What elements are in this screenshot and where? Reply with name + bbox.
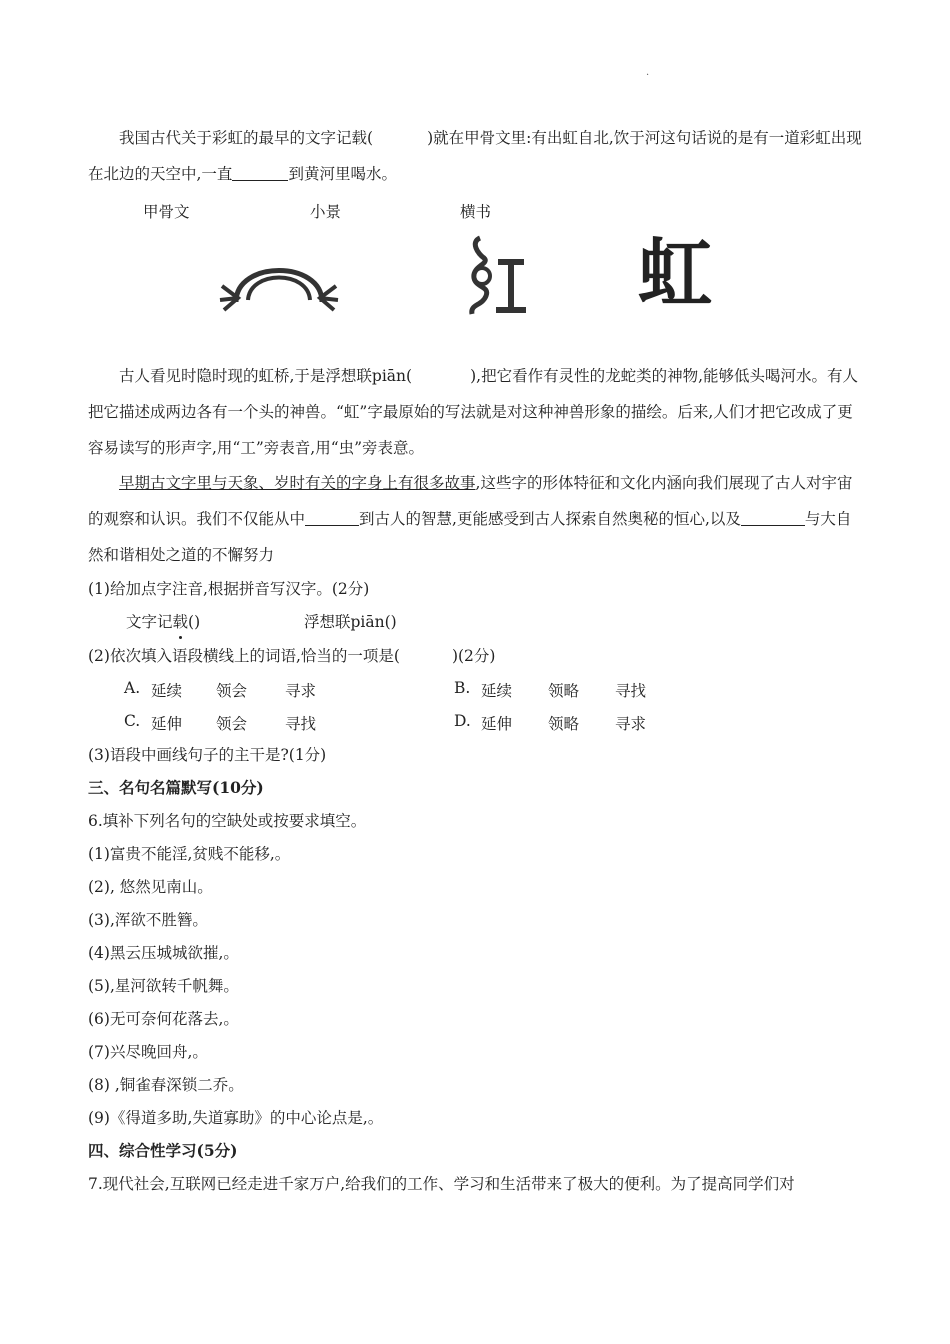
q6-item: (7)兴尽晚回舟,。 (88, 1043, 208, 1061)
paragraph-2: 古人看见时隐时现的虹桥,于是浮想联piān( ),把它看作有灵性的龙蛇类的神物,能够低头喝河水。有人把它描述成两边各有一个头的神兽。“虹”字最原始的写法就是对这种神兽形象的描绘。后来,人们才把它改成了更容易读写的形声字,用“工”旁表音,用“虫”旁表意。 (88, 367, 858, 457)
answer-blank[interactable] (305, 511, 359, 526)
option-c-word3: 寻找 (285, 715, 317, 733)
option-b-word2: 领略 (548, 682, 580, 700)
option-a-word3: 寻求 (285, 682, 317, 700)
option-d-word3: 寻求 (615, 715, 647, 733)
option-b-label[interactable]: B. (454, 679, 471, 697)
caption-hengshu: 横书 (460, 203, 492, 221)
q1-item-a: 文字记载() (126, 613, 201, 631)
option-c-word1: 延伸 (151, 715, 183, 733)
q6-item: (1)富贵不能淫,贫贱不能移,。 (88, 845, 291, 863)
dotted-char: 载 (172, 613, 189, 631)
q6-item: (6)无可奈何花落去,。 (88, 1010, 239, 1028)
section-4-title: 四、综合性学习(5分) (88, 1141, 238, 1160)
section-3-title: 三、名句名篇默写(10分) (88, 778, 264, 797)
answer-blank[interactable] (232, 166, 288, 181)
underlined-sentence: 早期古文字里与天象、岁时有关的字身上有很多故事 (119, 474, 476, 492)
option-c-label[interactable]: C. (124, 712, 141, 730)
option-d-word1: 延伸 (481, 715, 513, 733)
q6-stem: 6.填补下列名句的空缺处或按要求填空。 (88, 812, 367, 830)
q6-item: (9)《得道多助,失道寡助》的中心论点是,。 (88, 1109, 384, 1127)
option-a-label[interactable]: A. (124, 679, 141, 697)
q6-item: (2), 悠然见南山。 (88, 878, 213, 896)
q6-item: (5),星河欲转千帆舞。 (88, 977, 239, 995)
q7-stem: 7.现代社会,互联网已经走进千家万户,给我们的工作、学习和生活带来了极大的便利。为了提高同学们对 (88, 1175, 795, 1193)
q6-item: (4)黑云压城城欲摧,。 (88, 944, 239, 962)
caption-xiaojing: 小景 (310, 203, 342, 221)
option-a-word1: 延续 (151, 682, 183, 700)
answer-blank[interactable] (741, 511, 805, 526)
option-d-label[interactable]: D. (454, 712, 471, 730)
option-d-word2: 领略 (548, 715, 580, 733)
q6-item: (8) ,铜雀春深锁二乔。 (88, 1076, 244, 1094)
q1-item-b: 浮想联piān() (304, 613, 397, 631)
option-b-word3: 寻找 (615, 682, 647, 700)
regular-hong-glyph: 虹 (638, 231, 712, 317)
caption-oracle: 甲骨文 (143, 203, 190, 221)
paragraph-1: 我国古代关于彩虹的最早的文字记载( )就在甲骨文里:有出虹自北,饮于河这句话说的是有一道彩虹出现在北边的天空中,一直 到黄河里喝水。 (88, 129, 862, 183)
q6-item: (3),浑欲不胜簪。 (88, 911, 208, 929)
seal-hong-glyph (460, 232, 530, 320)
q1-stem: (1)给加点字注音,根据拼音写汉字。(2分) (88, 580, 370, 598)
decorative-dot: · (646, 70, 650, 81)
oracle-rainbow-glyph (216, 240, 342, 316)
paragraph-3: 早期古文字里与天象、岁时有关的字身上有很多故事,这些字的形体特征和文化内涵向我们展现了古人对宇宙的观察和认识。我们不仅能从中 到古人的智慧,更能感受到古人探索自然奥秘的恒心,以及 与大自然和谐相处之道的不懈努力 (88, 474, 853, 564)
option-a-word2: 领会 (216, 682, 248, 700)
q3-stem: (3)语段中画线句子的主干是?(1分) (88, 746, 327, 764)
option-b-word1: 延续 (481, 682, 513, 700)
option-c-word2: 领会 (216, 715, 248, 733)
q2-stem: (2)依次填入语段横线上的词语,恰当的一项是( )(2分) (88, 647, 496, 665)
